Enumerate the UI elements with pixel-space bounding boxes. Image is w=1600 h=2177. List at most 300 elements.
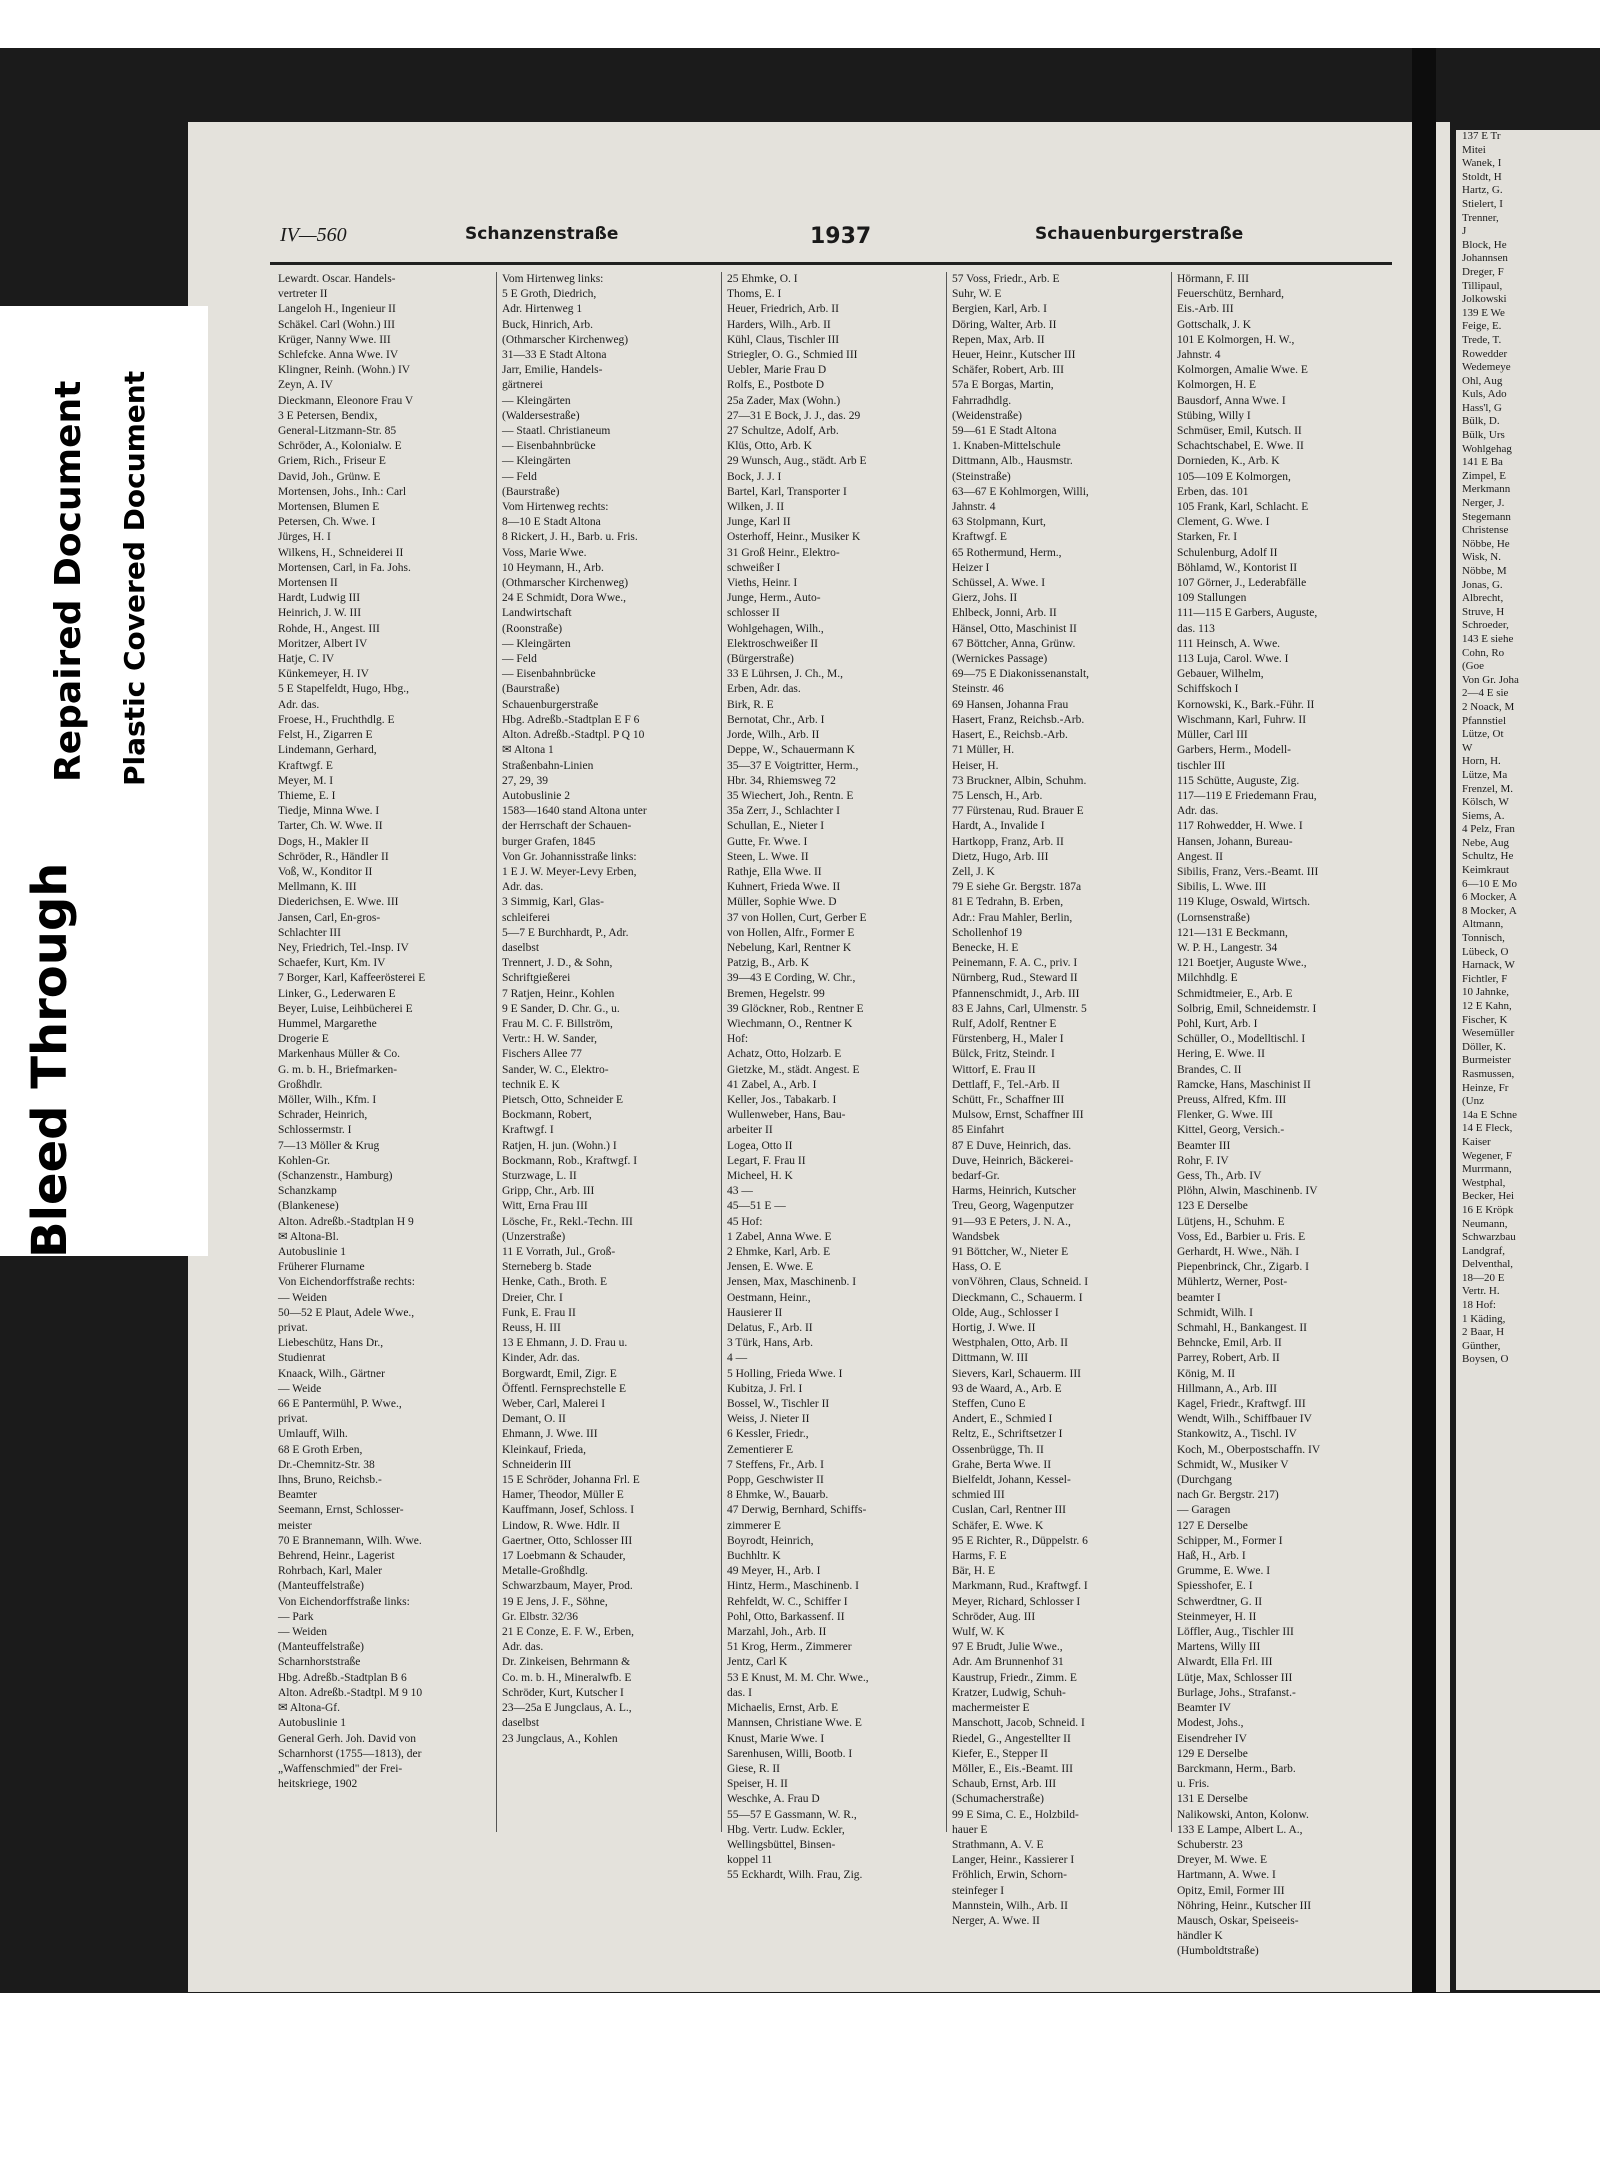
directory-entry: Fahrradhdlg. (952, 394, 1012, 407)
directory-entry: 68 E Groth Erben, (278, 1443, 363, 1456)
directory-entry: Nöhring, Heinr., Kutscher III (1177, 1899, 1312, 1912)
directory-entry: 55 Eckhardt, Wilh. Frau, Zig. (727, 1869, 863, 1882)
directory-entry: — Feld (502, 653, 537, 666)
year-heading: 1937 (810, 224, 872, 249)
directory-entry: Ratjen, H. jun. (Wohn.) I (502, 1139, 617, 1152)
directory-entry: Adr. das. (502, 1641, 544, 1654)
directory-entry: Mortensen, Blumen E (278, 501, 380, 514)
directory-entry: Grahe, Berta Wwe. II (952, 1458, 1052, 1471)
directory-entry: Rohr, F. IV (1177, 1154, 1229, 1167)
directory-column-3 (727, 272, 942, 1882)
directory-entry: 79 E siehe Gr. Bergstr. 187a (952, 881, 1082, 894)
directory-entry: (Steinstraße) (952, 470, 1011, 483)
directory-entry: 19 E Jens, J. F., Söhne, (502, 1595, 608, 1608)
directory-entry: Eis.-Arb. III (1177, 303, 1234, 316)
column-divider (1171, 272, 1172, 1832)
directory-entry: Pohl, Otto, Barkassenf. II (727, 1610, 845, 1623)
column-divider (496, 272, 497, 1832)
directory-entry: Öffentl. Fernsprechstelle E (502, 1382, 627, 1395)
directory-entry: 5 E Groth, Diedrich, (502, 288, 597, 301)
directory-entry: 77 Fürstenau, Rud. Brauer E (952, 805, 1084, 818)
directory-entry: Speiser, H. II (727, 1778, 788, 1791)
directory-entry: Von Gr. Johannisstraße links: (502, 850, 637, 863)
directory-entry: ✉ Altona-Bl. (278, 1230, 339, 1243)
adjacent-page-line: J (1462, 225, 1467, 238)
directory-entry: 101 E Kolmorgen, H. W., (1177, 333, 1295, 346)
directory-entry: 35—37 E Voigtritter, Herm., (727, 759, 859, 772)
directory-entry: Vom Hirtenweg links: (502, 273, 604, 285)
directory-entry: Schriftgießerei (502, 972, 571, 985)
directory-entry: Hbg. Adreßb.-Stadtplan B 6 (278, 1671, 407, 1684)
directory-entry: Henke, Cath., Broth. E (502, 1276, 608, 1289)
directory-entry: 133 E Lampe, Albert L. A., (1177, 1823, 1303, 1836)
directory-entry: (Lornsenstraße) (1177, 911, 1250, 924)
directory-entry: „Waffenschmied" der Frei- (278, 1762, 403, 1775)
directory-entry: Gebauer, Wilhelm, (1177, 668, 1264, 681)
directory-entry: Hasert, E., Reichsb.-Arb. (952, 729, 1068, 742)
directory-entry: 117 Rohwedder, H. Wwe. I (1177, 820, 1303, 833)
directory-entry: Achatz, Otto, Holzarb. E (727, 1048, 842, 1061)
directory-entry: privat. (278, 1322, 308, 1335)
directory-entry: Suhr, W. E (952, 288, 1002, 301)
directory-entry: — Park (278, 1610, 314, 1623)
adjacent-page-line: Wohlgehag (1462, 442, 1512, 455)
directory-entry: 67 Böttcher, Anna, Grünw. (952, 637, 1076, 650)
directory-entry: Hardt, A., Invalide I (952, 820, 1045, 833)
directory-entry: 15 E Schröder, Johanna Frl. E (502, 1474, 640, 1487)
directory-entry: 39—43 E Cording, W. Chr., (727, 972, 856, 985)
directory-entry: Kagel, Friedr., Kraftwgf. III (1177, 1398, 1306, 1411)
directory-entry: Umlauff, Wilh. (278, 1428, 348, 1441)
directory-entry: Schaefer, Kurt, Km. IV (278, 957, 386, 970)
directory-column-5 (1177, 272, 1392, 1958)
directory-entry: Keller, Jos., Tabakarb. I (727, 1093, 837, 1106)
directory-entry: 57 Voss, Friedr., Arb. E (952, 273, 1060, 285)
directory-entry: Hasert, Franz, Reichsb.-Arb. (952, 713, 1085, 726)
adjacent-page-line: Horn, H. (1462, 755, 1501, 768)
directory-entry: Modest, Johs., (1177, 1717, 1244, 1730)
directory-entry: Brandes, C. II (1177, 1063, 1242, 1076)
directory-entry: 111—115 E Garbers, Auguste, (1177, 607, 1318, 620)
directory-entry: 55—57 E Gassmann, W. R., (727, 1808, 857, 1821)
directory-entry: Döring, Walter, Arb. II (952, 318, 1057, 331)
directory-entry: Ihns, Bruno, Reichsb.- (278, 1474, 382, 1487)
directory-entry: 93 de Waard, A., Arb. E (952, 1382, 1062, 1395)
directory-entry: — Eisenbahnbrücke (502, 668, 596, 681)
directory-entry: Delatus, F., Arb. II (727, 1322, 813, 1335)
directory-entry: Jürges, H. I (278, 531, 331, 544)
directory-entry: Borgwardt, Emil, Zigr. E (502, 1367, 617, 1380)
directory-entry: (Durchgang (1177, 1474, 1232, 1487)
adjacent-page-line: 18—20 E (1462, 1271, 1505, 1284)
adjacent-page-line: Altmann, (1462, 918, 1504, 931)
directory-entry: 3 Simmig, Karl, Glas- (502, 896, 604, 909)
directory-entry: Behrend, Heinr., Lagerist (278, 1550, 395, 1563)
adjacent-page-line: Rasmussen, (1462, 1067, 1515, 1080)
directory-entry: Kubitza, J. Frl. I (727, 1382, 803, 1395)
directory-entry: Hbg. Adreßb.-Stadtplan E F 6 (502, 713, 640, 726)
directory-entry: Parrey, Robert, Arb. II (1177, 1352, 1280, 1365)
directory-entry: burger Grafen, 1845 (502, 835, 596, 848)
directory-entry: Gietzke, M., städt. Angest. E (727, 1063, 860, 1076)
directory-entry: Autobuslinie 2 (502, 789, 571, 802)
directory-entry: 63 Stolpmann, Kurt, (952, 516, 1046, 529)
directory-entry: Thieme, E. I (278, 789, 336, 802)
directory-entry: Marzahl, Joh., Arb. II (727, 1626, 827, 1639)
directory-entry: Meyer, M. I (278, 774, 334, 787)
directory-entry: Benecke, H. E (952, 941, 1019, 954)
directory-entry: Schulenburg, Adolf II (1177, 546, 1278, 559)
directory-entry: zimmerer E (727, 1519, 781, 1532)
directory-entry: Heizer I (952, 561, 990, 574)
adjacent-page-line: Mitei (1462, 143, 1486, 156)
directory-entry: Mühlertz, Werner, Post- (1177, 1276, 1288, 1289)
directory-entry: beamter I (1177, 1291, 1221, 1304)
directory-entry: Schmidt, Wilh. I (1177, 1306, 1253, 1319)
directory-entry: — Kleingärten (502, 455, 571, 468)
adjacent-page-line: 16 E Kröpk (1462, 1203, 1514, 1216)
directory-entry: Starken, Fr. I (1177, 531, 1238, 544)
directory-entry: Mortensen, Johs., Inh.: Carl (278, 485, 407, 498)
directory-entry: Wittorf, E. Frau II (952, 1063, 1036, 1076)
adjacent-page-line: 14 E Fleck, (1462, 1122, 1513, 1135)
directory-entry: Dogs, H., Makler II (278, 835, 369, 848)
directory-entry: Dieckmann, C., Schauerm. I (952, 1291, 1083, 1304)
directory-entry: Rathje, Ella Wwe. II (727, 865, 822, 878)
directory-entry: Spiesshofer, E. I (1177, 1580, 1253, 1593)
directory-entry: Mannsen, Christiane Wwe. E (727, 1717, 862, 1730)
directory-entry: Sander, W. C., Elektro- (502, 1063, 609, 1076)
directory-entry: — Weide (278, 1382, 322, 1395)
directory-entry: Milchhdlg. E (1177, 972, 1238, 985)
directory-entry: Gutte, Fr. Wwe. I (727, 835, 808, 848)
directory-entry: 33 E Lührsen, J. Ch., M., (727, 668, 843, 681)
directory-entry: — Weiden (278, 1626, 328, 1639)
directory-entry: Peinemann, F. A. C., priv. I (952, 957, 1078, 970)
directory-entry: Bielfeldt, Johann, Kessel- (952, 1474, 1071, 1487)
adjacent-page-line: Stegemann (1462, 510, 1511, 523)
directory-entry: Heinrich, J. W. III (278, 607, 362, 620)
directory-entry: Steinmeyer, H. II (1177, 1610, 1257, 1623)
directory-entry: Adr. das. (278, 698, 320, 711)
directory-entry: Hillmann, A., Arb. III (1177, 1382, 1277, 1395)
adjacent-page-line: Hass'l, G (1462, 401, 1502, 414)
directory-entry: Hausierer II (727, 1306, 783, 1319)
directory-entry: Hering, E. Wwe. II (1177, 1048, 1265, 1061)
directory-entry: Schachtschabel, E. Wwe. II (1177, 440, 1304, 453)
adjacent-page-line: 139 E We (1462, 306, 1505, 319)
directory-entry: koppel 11 (727, 1854, 773, 1867)
directory-entry: Lösche, Fr., Rekl.-Techn. III (502, 1215, 633, 1228)
directory-entry: (Schumacherstraße) (952, 1793, 1044, 1806)
adjacent-page-line: 6 Mocker, A (1462, 891, 1517, 904)
bleed-through-label: Bleed Through (22, 862, 78, 1258)
directory-entry: Hbg. Vertr. Ludw. Eckler, (727, 1823, 845, 1836)
directory-entry: Logea, Otto II (727, 1139, 793, 1152)
adjacent-page-line: Lübeck, O (1462, 945, 1509, 958)
directory-entry: Andert, E., Schmied I (952, 1413, 1053, 1426)
directory-entry: Linker, G., Lederwaren E (278, 987, 396, 1000)
adjacent-page-line: Bülk, Urs (1462, 429, 1505, 442)
directory-entry: 4 — (727, 1352, 748, 1365)
directory-column-1 (278, 272, 493, 1832)
directory-entry: Kohlen-Gr. (278, 1154, 331, 1167)
directory-entry: 113 Luja, Carol. Wwe. I (1177, 653, 1289, 666)
directory-entry: Meyer, Richard, Schlosser I (952, 1595, 1081, 1608)
directory-entry: Bock, J. J. I (727, 470, 782, 483)
directory-entry: 17 Loebmann & Schauder, (502, 1550, 626, 1563)
directory-entry: steinfeger I (952, 1884, 1005, 1897)
directory-entry: Kaustrup, Friedr., Zimm. E (952, 1671, 1077, 1684)
directory-entry: 123 E Derselbe (1177, 1200, 1248, 1213)
directory-entry: Rehfeldt, W. C., Schiffer I (727, 1595, 848, 1608)
directory-entry: Preuss, Alfred, Kfm. III (1177, 1093, 1287, 1106)
directory-entry: heitskriege, 1902 (278, 1778, 358, 1791)
directory-entry: Hamer, Theodor, Müller E (502, 1489, 624, 1502)
directory-entry: 117—119 E Friedemann Frau, (1177, 789, 1317, 802)
directory-entry: Bockmann, Rob., Kraftwgf. I (502, 1154, 638, 1167)
directory-entry: Stübing, Willy I (1177, 409, 1251, 422)
adjacent-page-line: Ohl, Aug (1462, 374, 1503, 387)
adjacent-page-line: Wesemüller (1462, 1027, 1515, 1040)
adjacent-page-line: 4 Pelz, Fran (1462, 823, 1515, 836)
directory-entry: Schuberstr. 23 (1177, 1838, 1243, 1851)
directory-entry: Großhdlr. (278, 1078, 323, 1091)
directory-entry: Mellmann, K. III (278, 881, 357, 894)
directory-entry: Adr. Hirtenweg 1 (502, 303, 583, 316)
directory-entry: Autobuslinie 1 (278, 1717, 347, 1730)
directory-entry: Garbers, Herm., Modell- (1177, 744, 1292, 757)
directory-entry: Wandsbek (952, 1230, 1000, 1243)
directory-entry: 43 — (727, 1185, 753, 1198)
directory-entry: meister (278, 1519, 312, 1532)
directory-entry: Olde, Aug., Schlosser I (952, 1306, 1059, 1319)
directory-entry: Solbrig, Emil, Schneidemstr. I (1177, 1002, 1317, 1015)
adjacent-page-line: Johannsen (1462, 252, 1508, 265)
directory-entry: 7 Borger, Karl, Kaffeerösterei E (278, 972, 426, 985)
directory-entry: technik E. K (502, 1078, 560, 1091)
directory-entry: (Baurstraße) (502, 683, 560, 696)
directory-entry: tischler III (1177, 759, 1226, 772)
directory-entry: Ossenbrügge, Th. II (952, 1443, 1044, 1456)
directory-entry: Lindow, R. Wwe. Hdlr. II (502, 1519, 620, 1532)
directory-entry: Voss, Ed., Barbier u. Fris. E (1177, 1230, 1306, 1243)
adjacent-page-line: Westphal, (1462, 1176, 1506, 1189)
directory-entry: 95 E Richter, R., Düppelstr. 6 (952, 1534, 1088, 1547)
adjacent-page-line: Günther, (1462, 1339, 1501, 1352)
adjacent-page-line: Frenzel, M. (1462, 782, 1514, 795)
directory-entry: Opitz, Emil, Former III (1177, 1884, 1285, 1897)
directory-entry: 69 Hansen, Johanna Frau (952, 698, 1069, 711)
directory-entry: (Blankenese) (278, 1200, 339, 1213)
directory-entry: Schlachter III (278, 926, 341, 939)
directory-entry: 127 E Derselbe (1177, 1519, 1248, 1532)
directory-entry: Flenker, G. Wwe. III (1177, 1109, 1273, 1122)
directory-entry: Riedel, G., Angestellter II (952, 1732, 1071, 1745)
directory-entry: (Roonstraße) (502, 622, 563, 635)
column-divider (721, 272, 722, 1832)
directory-entry: daselbst (502, 1717, 540, 1730)
directory-entry: 85 Einfahrt (952, 1124, 1005, 1137)
directory-entry: 5 E Stapelfeldt, Hugo, Hbg., (278, 683, 409, 696)
directory-entry: Wilken, J. II (727, 501, 785, 514)
directory-entry: Hansen, Johann, Bureau- (1177, 835, 1293, 848)
directory-entry: 107 Görner, J., Lederabfälle (1177, 577, 1307, 590)
adjacent-page-line: 143 E siehe (1462, 632, 1514, 645)
directory-entry: Mannstein, Wilh., Arb. II (952, 1899, 1068, 1912)
directory-entry: Vertr.: H. W. Sander, (502, 1033, 598, 1046)
directory-entry: 57a E Borgas, Martin, (952, 379, 1054, 392)
directory-entry: Schauenburgerstraße (502, 698, 599, 711)
directory-entry: Gottschalk, J. K (1177, 318, 1252, 331)
directory-entry: Reuss, H. III (502, 1322, 561, 1335)
directory-entry: Schütt, Fr., Schaffner III (952, 1093, 1065, 1106)
directory-entry: Alwardt, Ella Frl. III (1177, 1656, 1273, 1669)
directory-entry: Trennert, J. D., & Sohn, (502, 957, 613, 970)
directory-entry: Haß, H., Arb. I (1177, 1550, 1246, 1563)
directory-entry: 1 Zabel, Anna Wwe. E (727, 1230, 832, 1243)
directory-entry: ✉ Altona-Gf. (278, 1702, 341, 1715)
directory-entry: 41 Zabel, A., Arb. I (727, 1078, 817, 1091)
directory-entry: Gerhardt, H. Wwe., Näh. I (1177, 1246, 1300, 1258)
directory-entry: 1 E J. W. Meyer-Levy Erben, (502, 865, 637, 878)
directory-entry: 5 Holling, Frieda Wwe. I (727, 1367, 843, 1380)
directory-entry: Frau M. C. F. Billström, (502, 1017, 613, 1030)
directory-entry: machermeister E (952, 1702, 1030, 1715)
directory-entry: Wilkens, H., Schneiderei II (278, 546, 404, 559)
adjacent-page-line: 2 Baar, H (1462, 1326, 1505, 1339)
directory-entry: Alton. Adreßb.-Stadtpl. M 9 10 (278, 1686, 423, 1699)
directory-entry: Schwarzbaum, Mayer, Prod. (502, 1580, 633, 1593)
directory-entry: 45—51 E — (727, 1200, 786, 1213)
directory-entry: Dieckmann, Eleonore Frau V (278, 394, 414, 407)
adjacent-page-line: Nerger, J. (1462, 497, 1505, 510)
directory-entry: Koch, M., Oberpostschaffn. IV (1177, 1443, 1321, 1456)
adjacent-page-line: Neumann, (1462, 1217, 1508, 1230)
directory-entry: Scharnhorststraße (278, 1656, 361, 1669)
adjacent-page-line: Siems, A. (1462, 809, 1505, 822)
directory-entry: Dittmann, W. III (952, 1352, 1029, 1365)
directory-entry: (Waldersestraße) (502, 409, 580, 422)
directory-entry: Duve, Heinrich, Bäckerei- (952, 1154, 1074, 1167)
directory-entry: Wohlgehagen, Wilh., (727, 622, 824, 635)
directory-entry: Künkemeyer, H. IV (278, 668, 369, 681)
directory-entry: Schlossermstr. I (278, 1124, 352, 1137)
adjacent-page-line: 6—10 E Mo (1462, 877, 1517, 890)
directory-entry: 3 E Petersen, Bendix, (278, 409, 378, 422)
directory-entry: 9 E Sander, D. Chr. G., u. (502, 1002, 620, 1015)
directory-entry: Demant, O. II (502, 1413, 566, 1426)
directory-entry: Schiffskoch I (1177, 683, 1239, 696)
directory-entry: Krüger, Nanny Wwe. III (278, 333, 391, 346)
directory-entry: Schröder, Aug. III (952, 1610, 1036, 1623)
directory-entry: 111 Heinsch, A. Wwe. (1177, 637, 1281, 650)
directory-entry: Thoms, E. I (727, 288, 782, 301)
adjacent-page-line: 8 Mocker, A (1462, 904, 1517, 917)
directory-entry: 11 E Vorrath, Jul., Groß- (502, 1246, 616, 1258)
adjacent-page-line: Wanek, I (1462, 157, 1502, 170)
directory-entry: Martens, Willy III (1177, 1641, 1261, 1654)
directory-entry: Junge, Karl II (727, 516, 791, 529)
directory-entry: 91—93 E Peters, J. N. A., (952, 1215, 1071, 1228)
directory-entry: Reltz, E., Schriftsetzer I (952, 1428, 1063, 1441)
adjacent-page-line: Bülk, D. (1462, 415, 1500, 428)
directory-entry: Von Eichendorffstraße rechts: (278, 1276, 415, 1289)
directory-entry: — Eisenbahnbrücke (502, 440, 596, 453)
directory-entry: (Weidenstraße) (952, 409, 1022, 422)
directory-entry: Dietz, Hugo, Arb. III (952, 850, 1049, 863)
directory-entry: Gess, Th., Arb. IV (1177, 1169, 1262, 1182)
directory-entry: Bülck, Fritz, Steindr. I (952, 1048, 1055, 1061)
directory-column-4 (952, 272, 1167, 1927)
adjacent-page-line: Vertr. H. (1462, 1285, 1500, 1298)
directory-entry: 131 E Derselbe (1177, 1793, 1248, 1806)
directory-entry: 3 Türk, Hans, Arb. (727, 1337, 814, 1350)
directory-entry: Harders, Wilh., Arb. II (727, 318, 831, 331)
directory-entry: Beamter IV (1177, 1702, 1231, 1715)
directory-entry: Klüs, Otto, Arb. K (727, 440, 812, 453)
directory-entry: Kraftwgf. E (278, 759, 333, 772)
directory-entry: Böhlamd, W., Kontorist II (1177, 561, 1298, 574)
adjacent-page-line: Rowedder (1462, 347, 1508, 360)
directory-entry: Schmahl, H., Bankangest. II (1177, 1322, 1307, 1335)
directory-entry: Patzig, B., Arb. K (727, 957, 810, 970)
directory-entry: 59—61 E Stadt Altona (952, 425, 1057, 438)
directory-entry: Bergien, Karl, Arb. I (952, 303, 1047, 316)
directory-entry: — Garagen (1177, 1504, 1231, 1517)
directory-entry: das. 113 (1177, 622, 1215, 635)
directory-entry: Löffler, Aug., Tischler III (1177, 1626, 1294, 1639)
directory-entry: Schneiderin III (502, 1458, 572, 1471)
directory-entry: Müller, Carl III (1177, 729, 1248, 742)
directory-entry: Erben, Adr. das. (727, 683, 801, 696)
directory-entry: — Staatl. Christianeum (502, 425, 611, 438)
directory-entry: Boyrodt, Heinrich, (727, 1534, 814, 1547)
directory-entry: schweißer I (727, 561, 781, 574)
adjacent-page-line: Zimpel, E (1462, 469, 1506, 482)
adjacent-page-line: Becker, Hei (1462, 1190, 1515, 1203)
directory-entry: 119 Kluge, Oswald, Wirtsch. (1177, 896, 1311, 909)
directory-entry: Dettlaff, F., Tel.-Arb. II (952, 1078, 1060, 1091)
directory-entry: Felst, H., Zigarren E (278, 729, 373, 742)
directory-entry: Alton. Adreßb.-Stadtpl. P Q 10 (502, 729, 645, 742)
directory-entry: Wischmann, Karl, Fuhrw. II (1177, 713, 1307, 726)
directory-entry: 39 Glöckner, Rob., Rentner E (727, 1002, 864, 1015)
directory-entry: Bernotat, Chr., Arb. I (727, 713, 825, 726)
directory-entry: Metalle-Großhdlg. (502, 1565, 588, 1578)
directory-entry: Lütje, Max, Schlosser III (1177, 1671, 1293, 1684)
directory-entry: Pietsch, Otto, Schneider E (502, 1093, 624, 1106)
directory-entry: (Wernickes Passage) (952, 653, 1048, 666)
directory-entry: Elektroschweißer II (727, 637, 819, 650)
directory-entry: Froese, H., Fruchthdlg. E (278, 713, 395, 726)
directory-entry: 87 E Duve, Heinrich, das. (952, 1139, 1072, 1152)
directory-entry: Mortensen, Carl, in Fa. Johs. (278, 561, 411, 574)
adjacent-page-line: Merkmann (1462, 483, 1511, 496)
directory-entry: Adr. das. (502, 881, 544, 894)
directory-entry: Autobuslinie 1 (278, 1246, 347, 1258)
directory-entry: Schmidtmeier, E., Arb. E (1177, 987, 1293, 1000)
directory-entry: Gripp, Chr., Arb. III (502, 1185, 595, 1198)
directory-entry: Nerger, A. Wwe. II (952, 1914, 1040, 1927)
adjacent-page-line: Kuls, Ado (1462, 388, 1507, 401)
directory-entry: 109 Stallungen (1177, 592, 1247, 605)
directory-column-2 (502, 272, 717, 1832)
directory-entry: Voss, Marie Wwe. (502, 546, 587, 559)
left-street-heading: Schanzenstraße (465, 224, 619, 244)
adjacent-page-line: Struve, H (1462, 605, 1505, 618)
directory-entry: Mausch, Oskar, Speiseeis- (1177, 1914, 1299, 1927)
